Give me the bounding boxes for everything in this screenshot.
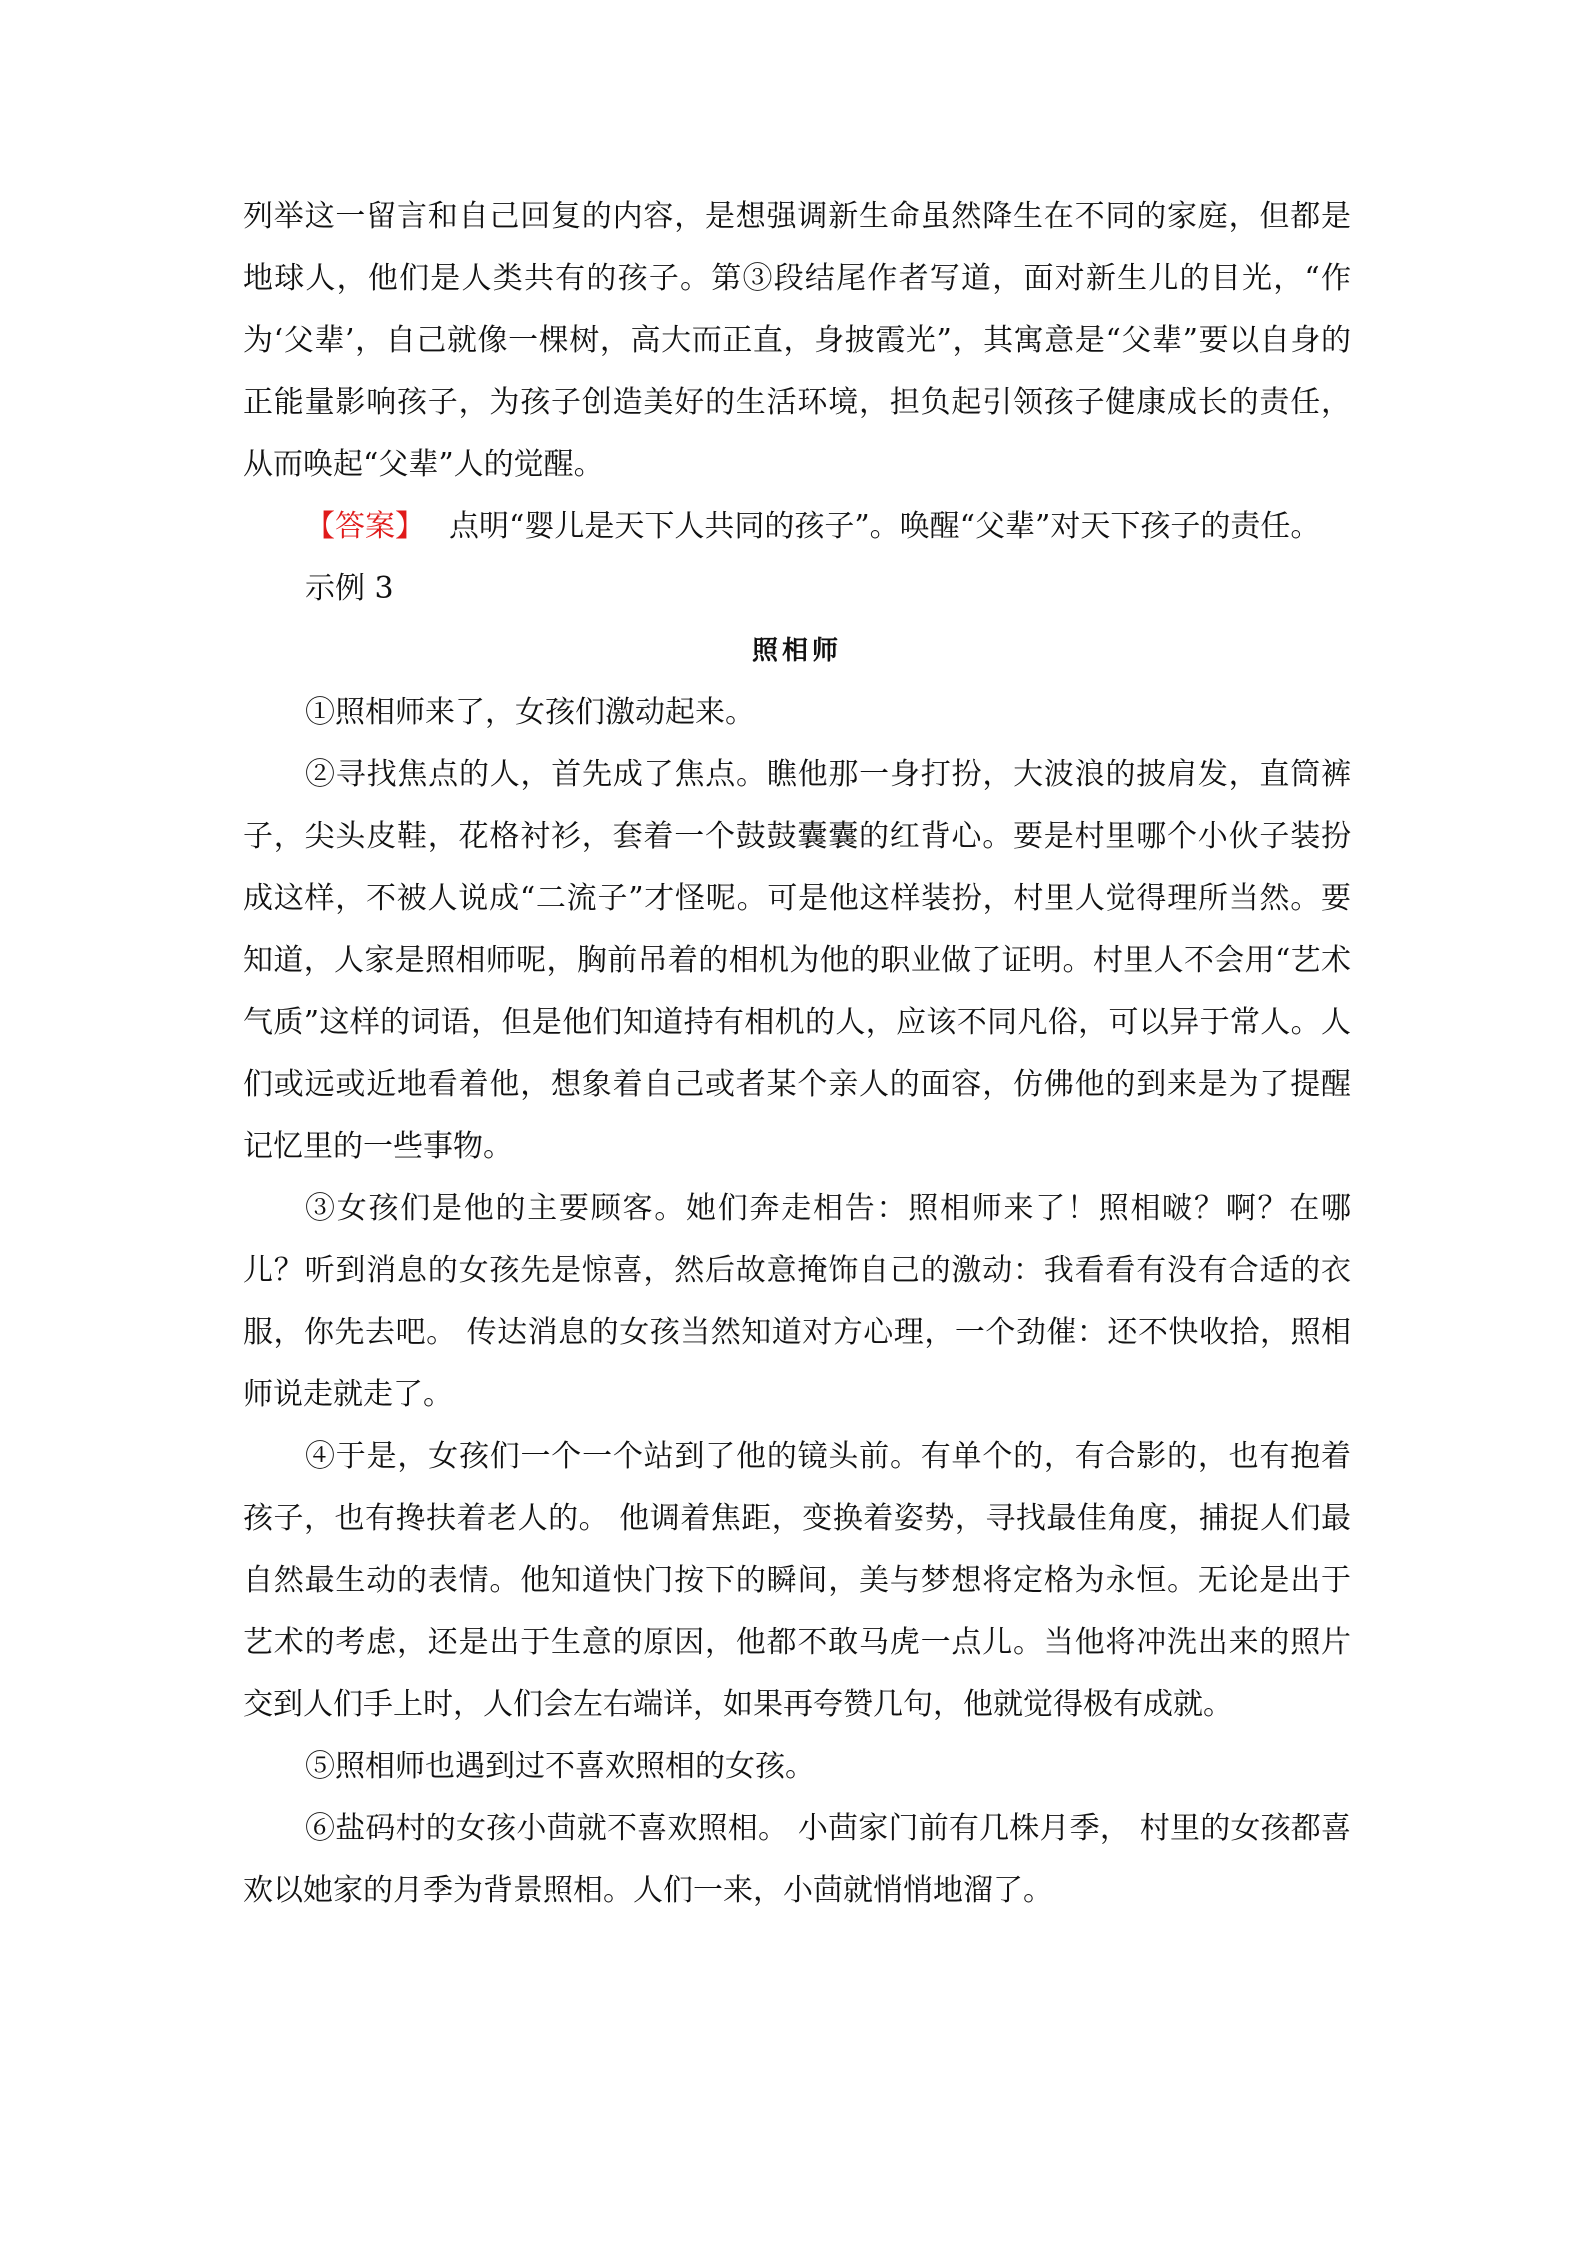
article-paragraph-5: ⑤照相师也遇到过不喜欢照相的女孩。 xyxy=(305,1749,815,1784)
document-page xyxy=(243,186,1351,1922)
article-paragraph-3: ③女孩们是他的主要顾客。她们奔走相告：照相师来了！照相啵？啊？在哪儿？听到消息的女孩先是惊喜，然后故意掩饰自己的激动：我看看有没有合适的衣服，你先去吧。 传达消息的女孩当然知道对方心理，一个劲催：还不快收拾，照相师说走就走了。 xyxy=(243,1191,1351,1412)
article-paragraph-2: ②寻找焦点的人，首先成了焦点。瞧他那一身打扮，大波浪的披肩发，直筒裤子，尖头皮鞋，花格衬衫，套着一个鼓鼓囊囊的红背心。要是村里哪个小伙子装扮成这样，不被人说成“二流子”才怪呢。可是他这样装扮，村里人觉得理所当然。要知道，人家是照相师呢，胸前吊着的相机为他的职业做了证明。村里人不会用“艺术气质”这样的词语，但是他们知道持有相机的人，应该不同凡俗，可以异于常人。人们或远或近地看着他，想象着自己或者某个亲人的面容，仿佛他的到来是为了提醒记忆里的一些事物。 xyxy=(243,757,1351,1164)
intro-paragraph: 列举这一留言和自己回复的内容，是想强调新生命虽然降生在不同的家庭，但都是地球人，他们是人类共有的孩子。第③段结尾作者写道，面对新生儿的目光，“作为‘父辈’，自己就像一棵树，高大而正直，身披霞光”，其寓意是“父辈”要以自身的正能量影响孩子，为孩子创造美好的生活环境，担负起引领孩子健康成长的责任，从而唤起“父辈”人的觉醒。 xyxy=(243,199,1351,482)
article-paragraph-6: ⑥盐码村的女孩小茴就不喜欢照相。 小茴家门前有几株月季， 村里的女孩都喜欢以她家的月季为背景照相。人们一来，小茴就悄悄地溜了。 xyxy=(243,1811,1351,1908)
answer-text: 点明“婴儿是天下人共同的孩子”。唤醒“父辈”对天下孩子的责任。 xyxy=(449,509,1321,544)
article-title: 照相师 xyxy=(751,636,842,666)
example-label: 示例 3 xyxy=(305,571,394,606)
article-paragraph-1: ①照相师来了，女孩们激动起来。 xyxy=(305,695,755,730)
article-paragraph-4: ④于是，女孩们一个一个站到了他的镜头前。有单个的，有合影的，也有抱着孩子，也有搀扶着老人的。 他调着焦距，变换着姿势，寻找最佳角度，捕捉人们最自然最生动的表情。他知道快门按下的瞬间，美与梦想将定格为永恒。无论是出于艺术的考虑，还是出于生意的原因，他都不敢马虎一点儿。当他将冲洗出来的照片交到人们手上时，人们会左右端详，如果再夸赞几句，他就觉得极有成就。 xyxy=(243,1439,1351,1722)
answer-paragraph xyxy=(243,496,1351,558)
answer-tag: 【答案】 xyxy=(305,509,425,544)
